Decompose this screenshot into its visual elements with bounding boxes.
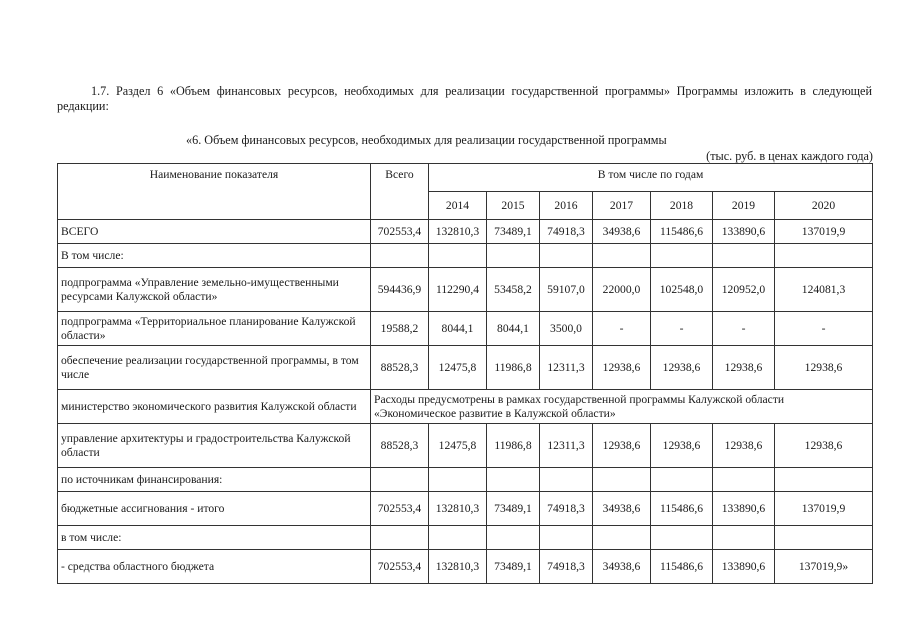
header-year: 2020 [775,192,873,220]
row-year-value: 74918,3 [540,220,593,244]
row-name: - средства областного бюджета [58,550,371,584]
row-total: 88528,3 [371,346,429,390]
row-year-value [540,244,593,268]
row-year-value [651,468,713,492]
row-year-value [713,244,775,268]
row-year-value [487,468,540,492]
row-year-value: 12938,6 [651,424,713,468]
row-year-value: 12938,6 [593,424,651,468]
row-year-value [593,526,651,550]
header-year: 2017 [593,192,651,220]
row-name: бюджетные ассигнования - итого [58,492,371,526]
row-year-value: 137019,9» [775,550,873,584]
table-row [58,220,873,244]
table-row [58,390,873,424]
row-year-value: 12475,8 [429,346,487,390]
header-year: 2019 [713,192,775,220]
row-total: 594436,9 [371,268,429,312]
table-row [58,526,873,550]
row-year-value: 12311,3 [540,346,593,390]
row-year-value: 8044,1 [487,312,540,346]
row-year-value: 115486,6 [651,220,713,244]
row-name: обеспечение реализации государственной программы, в том числе [58,346,371,390]
row-name: по источникам финансирования: [58,468,371,492]
row-year-value [487,526,540,550]
row-year-value: 124081,3 [775,268,873,312]
table-row [58,550,873,584]
table-body [58,220,873,584]
row-total: 702553,4 [371,220,429,244]
row-span-note: Расходы предусмотрены в рамках государственной программы Калужской области «Экономическое развитие в Калужской области» [371,390,873,424]
row-total [371,468,429,492]
row-year-value: 11986,8 [487,346,540,390]
header-name: Наименование показателя [58,164,371,220]
row-year-value: 115486,6 [651,492,713,526]
row-year-value: 12938,6 [713,346,775,390]
row-year-value: 11986,8 [487,424,540,468]
row-name: подпрограмма «Управление земельно-имущественными ресурсами Калужской области» [58,268,371,312]
row-year-value [713,526,775,550]
row-year-value [429,468,487,492]
row-total: 19588,2 [371,312,429,346]
row-year-value: 53458,2 [487,268,540,312]
row-year-value [775,468,873,492]
table-header-row [58,164,873,192]
header-year: 2015 [487,192,540,220]
row-year-value: 12938,6 [775,424,873,468]
intro-paragraph: 1.7. Раздел 6 «Объем финансовых ресурсов, необходимых для реализации государственной программы» Программы изложить в следующей редакции: [57,84,872,113]
row-name: ВСЕГО [58,220,371,244]
row-year-value [593,468,651,492]
table-row [58,346,873,390]
header-year: 2014 [429,192,487,220]
row-year-value: 137019,9 [775,220,873,244]
row-year-value: 12938,6 [775,346,873,390]
row-total: 88528,3 [371,424,429,468]
row-year-value: 102548,0 [651,268,713,312]
row-year-value: - [713,312,775,346]
table-row [58,424,873,468]
units-note: (тыс. руб. в ценах каждого года) [706,149,873,163]
row-year-value: 132810,3 [429,492,487,526]
row-year-value [651,526,713,550]
table-row [58,492,873,526]
row-year-value: 22000,0 [593,268,651,312]
row-year-value: 74918,3 [540,550,593,584]
row-year-value [775,244,873,268]
row-year-value: - [651,312,713,346]
row-year-value: 34938,6 [593,550,651,584]
row-name: подпрограмма «Территориальное планирование Калужской области» [58,312,371,346]
row-year-value: 133890,6 [713,492,775,526]
header-total: Всего [371,164,429,220]
row-name: в том числе: [58,526,371,550]
row-year-value: 34938,6 [593,220,651,244]
row-year-value: 120952,0 [713,268,775,312]
row-total: 702553,4 [371,550,429,584]
row-year-value: 73489,1 [487,550,540,584]
row-year-value: 137019,9 [775,492,873,526]
row-total [371,244,429,268]
row-year-value: 12938,6 [651,346,713,390]
row-year-value: 12475,8 [429,424,487,468]
row-year-value: 73489,1 [487,220,540,244]
header-years-group: В том числе по годам [429,164,873,192]
row-year-value: 12311,3 [540,424,593,468]
row-name: В том числе: [58,244,371,268]
table-row [58,468,873,492]
row-year-value: - [593,312,651,346]
row-year-value: 34938,6 [593,492,651,526]
row-year-value [487,244,540,268]
row-year-value: 132810,3 [429,220,487,244]
financial-resources-table [57,163,873,584]
row-year-value: 12938,6 [713,424,775,468]
row-year-value [775,526,873,550]
row-year-value: 74918,3 [540,492,593,526]
row-year-value: 133890,6 [713,220,775,244]
row-year-value: - [775,312,873,346]
row-year-value: 73489,1 [487,492,540,526]
row-year-value: 12938,6 [593,346,651,390]
header-year: 2016 [540,192,593,220]
row-year-value [651,244,713,268]
row-year-value: 112290,4 [429,268,487,312]
table-title: «6. Объем финансовых ресурсов, необходимых для реализации государственной программы [186,133,667,147]
table-row [58,312,873,346]
row-year-value: 3500,0 [540,312,593,346]
header-year: 2018 [651,192,713,220]
row-year-value [540,526,593,550]
row-year-value: 8044,1 [429,312,487,346]
row-year-value: 132810,3 [429,550,487,584]
row-name: министерство экономического развития Калужской области [58,390,371,424]
row-year-value: 133890,6 [713,550,775,584]
row-year-value: 59107,0 [540,268,593,312]
row-total: 702553,4 [371,492,429,526]
row-year-value [429,526,487,550]
row-year-value: 115486,6 [651,550,713,584]
row-year-value [713,468,775,492]
row-year-value [593,244,651,268]
row-year-value [429,244,487,268]
row-name: управление архитектуры и градостроительства Калужской области [58,424,371,468]
row-total [371,526,429,550]
row-year-value [540,468,593,492]
table-row [58,244,873,268]
table-row [58,268,873,312]
